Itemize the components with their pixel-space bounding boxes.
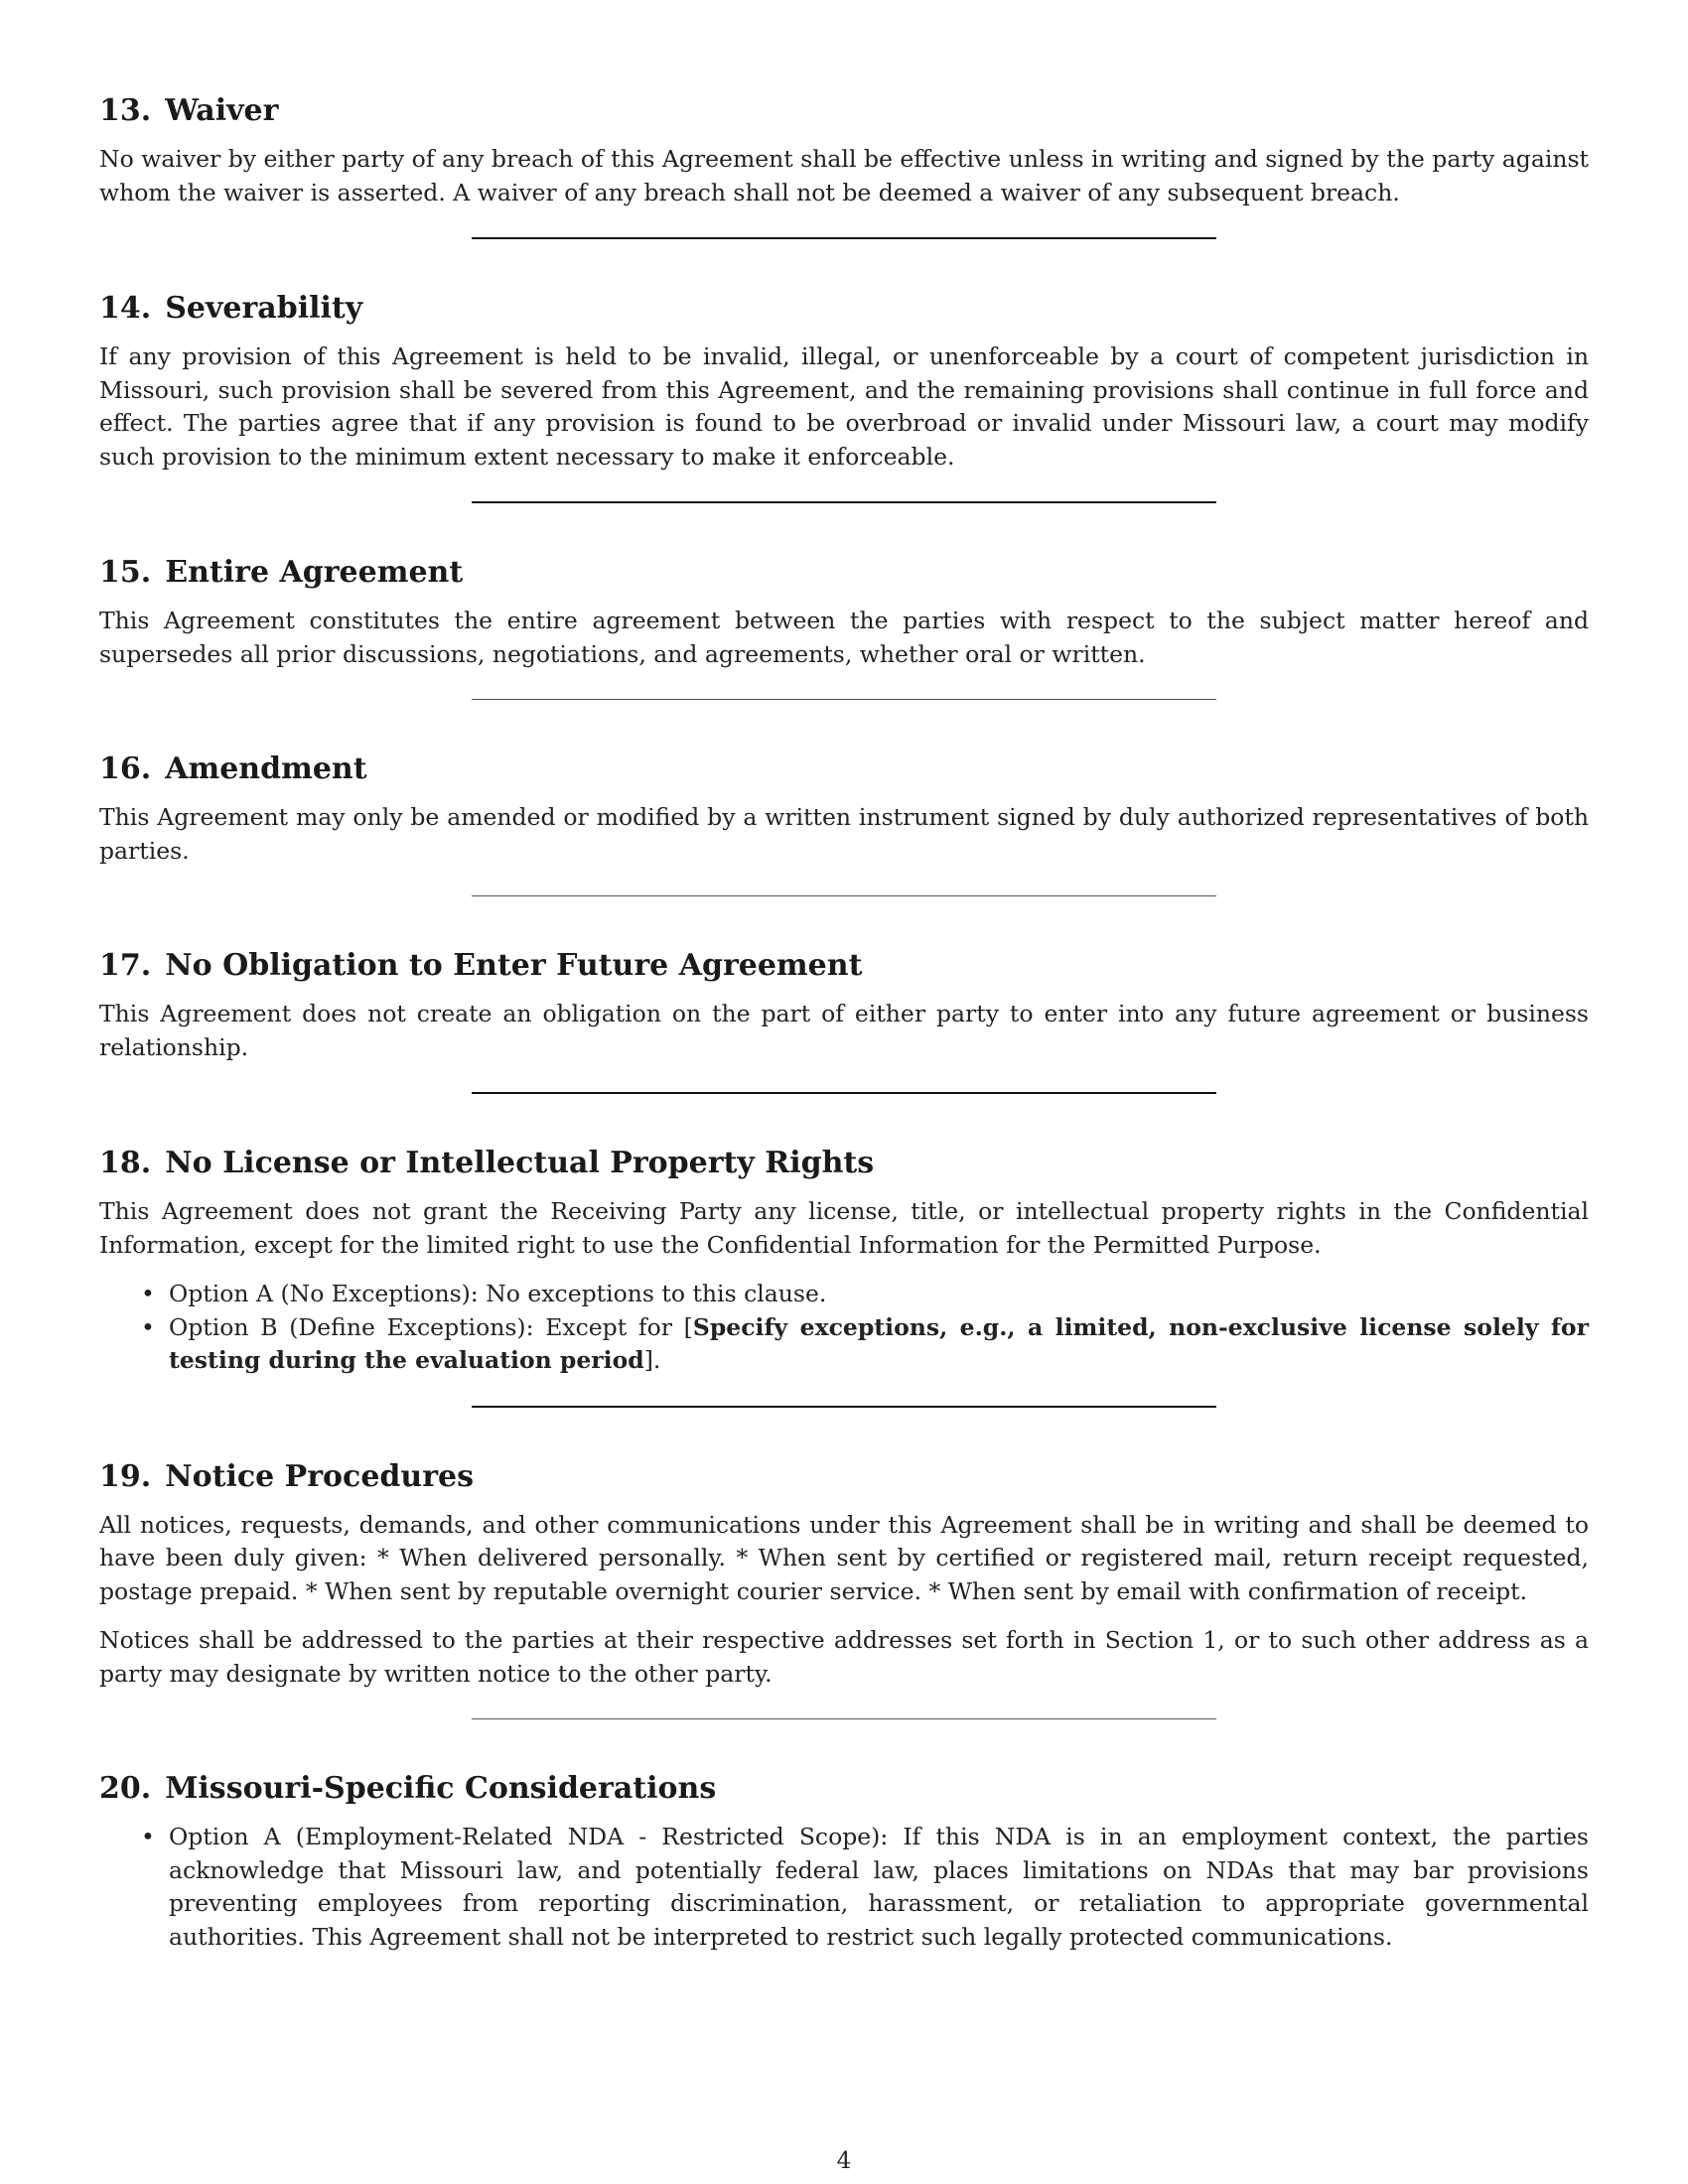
section-paragraph: This Agreement does not create an obligation on the part of either party to enter into any future agreement or business relationship. xyxy=(99,1000,1589,1061)
section-16 xyxy=(99,750,1589,868)
section-19 xyxy=(99,1457,1589,1692)
options-list xyxy=(99,1278,1589,1378)
section-heading xyxy=(99,750,1589,789)
section-number: 20. xyxy=(99,1771,152,1806)
section-title: Amendment xyxy=(165,751,367,786)
section-title: Waiver xyxy=(165,93,279,128)
section-15 xyxy=(99,553,1589,671)
document-page xyxy=(99,91,1589,1964)
section-heading xyxy=(99,1144,1589,1183)
list-item xyxy=(169,1278,1589,1311)
section-number: 14. xyxy=(99,291,152,326)
option-text: Option A (No Exceptions): No exceptions to this clause. xyxy=(169,1280,827,1307)
section-number: 19. xyxy=(99,1458,152,1494)
section-title: No License or Intellectual Property Rights xyxy=(165,1146,875,1180)
section-divider xyxy=(472,895,1216,896)
section-heading xyxy=(99,289,1589,329)
section-paragraph: Notices shall be addressed to the parties at their respective addresses set forth in Section 1, or to such other address as a party may designate by written notice to the other party. xyxy=(99,1626,1589,1688)
list-item xyxy=(169,1821,1589,1954)
section-heading xyxy=(99,1457,1589,1497)
section-divider xyxy=(472,1406,1216,1408)
option-text: Option B (Define Exceptions): Except for [ xyxy=(169,1312,693,1341)
section-heading xyxy=(99,91,1589,131)
placeholder-text: Specify exceptions, e.g., a limited, non-exclusive license solely for testing during the evaluation period xyxy=(169,1312,1589,1374)
page-number: 4 xyxy=(836,2148,852,2174)
section-title: Missouri-Specific Considerations xyxy=(165,1771,717,1806)
section-paragraph: All notices, requests, demands, and other communications under this Agreement shall be in writing and shall be deemed to have been duly given: * When delivered personally. * When sent by certified or registered mail, return receipt requested, postage prepaid. * When sent by reputable overnight courier service. * When sent by email with confirmation of receipt. xyxy=(99,1510,1589,1605)
section-divider xyxy=(472,699,1216,700)
section-paragraph: This Agreement may only be amended or modified by a written instrument signed by duly authorized representatives of both parties. xyxy=(99,803,1589,865)
section-title: No Obligation to Enter Future Agreement xyxy=(165,948,863,983)
section-paragraph: This Agreement does not grant the Receiving Party any license, title, or intellectual property rights in the Confidential Information, except for the limited right to use the Confidential Information for the Permitted Purpose. xyxy=(99,1197,1589,1259)
option-text: Option A (Employment-Related NDA - Restricted Scope): If this NDA is in an employment context, the parties acknowledge that Missouri law, and potentially federal law, places limitations on NDAs that may bar provisions preventing employees from reporting discrimination, harassment, or retaliation to appropriate governmental authorities. This Agreement shall not be interpreted to restrict such legally protected communications. xyxy=(169,1823,1589,1951)
section-heading xyxy=(99,946,1589,986)
section-17 xyxy=(99,946,1589,1064)
section-divider xyxy=(472,1718,1216,1719)
option-text-end: ]. xyxy=(643,1346,661,1374)
section-number: 16. xyxy=(99,751,152,786)
section-title: Severability xyxy=(165,291,363,326)
section-number: 13. xyxy=(99,93,152,128)
section-divider xyxy=(472,1092,1216,1094)
section-heading xyxy=(99,1769,1589,1809)
section-paragraph: No waiver by either party of any breach of this Agreement shall be effective unless in writing and signed by the party against whom the waiver is asserted. A waiver of any breach shall not be deemed a waiver of any subsequent breach. xyxy=(99,145,1589,206)
section-14 xyxy=(99,289,1589,474)
section-divider xyxy=(472,237,1216,239)
section-number: 18. xyxy=(99,1146,152,1180)
section-number: 15. xyxy=(99,555,152,590)
section-title: Entire Agreement xyxy=(165,555,464,590)
section-heading xyxy=(99,553,1589,593)
section-18 xyxy=(99,1144,1589,1378)
section-20 xyxy=(99,1769,1589,1954)
section-13 xyxy=(99,91,1589,209)
section-divider xyxy=(472,501,1216,503)
section-paragraph: If any provision of this Agreement is held to be invalid, illegal, or unenforceable by a court of competent jurisdiction in Missouri, such provision shall be severed from this Agreement, and the remaining provisions shall continue in full force and effect. The parties agree that if any provision is found to be overbroad or invalid under Missouri law, a court may modify such provision to the minimum extent necessary to make it enforceable. xyxy=(99,342,1589,471)
section-number: 17. xyxy=(99,948,152,983)
section-paragraph: This Agreement constitutes the entire agreement between the parties with respect to the subject matter hereof and supersedes all prior discussions, negotiations, and agreements, whether oral or written. xyxy=(99,607,1589,668)
section-title: Notice Procedures xyxy=(165,1458,474,1494)
list-item xyxy=(169,1311,1589,1378)
options-list xyxy=(99,1821,1589,1954)
